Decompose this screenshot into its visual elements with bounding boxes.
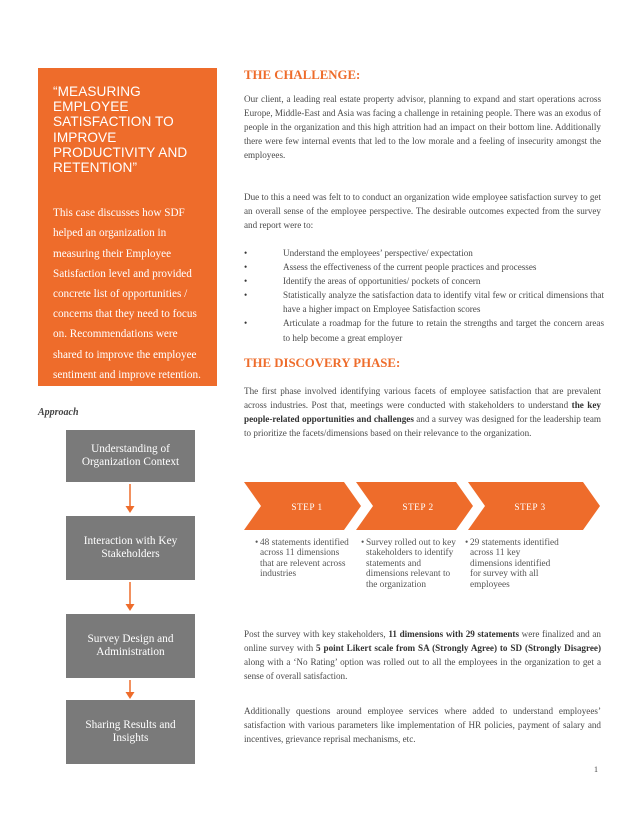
summary-panel xyxy=(38,68,217,386)
down-arrow-icon xyxy=(125,484,135,514)
flow-step-interaction: Interaction with Key Stakeholders xyxy=(66,516,195,580)
services-paragraph: Additionally questions around employee services where added to understand employees’ satisfaction with various parameters like implementation of HR policies, payment of salary and incentives, grievance reprisal mechanisms, etc. xyxy=(244,706,601,745)
page-number: 1 xyxy=(594,765,598,774)
flow-step-sharing-results: Sharing Results and Insights xyxy=(66,700,195,764)
down-arrow-icon xyxy=(125,680,135,700)
step-2-label: STEP 2 xyxy=(402,503,434,513)
list-item: • Articulate a roadmap for the future to retain the strengths and target the concern areas to help become a great employer xyxy=(244,318,604,343)
flow-step-understanding: Understanding of Organization Context xyxy=(66,430,195,482)
outcomes-list xyxy=(244,246,604,345)
step-3-description: • 29 statements identified across 11 key dimensions identified for survey with all employees xyxy=(465,538,559,590)
list-item: • Understand the employees’ perspective/ expectation xyxy=(244,246,604,260)
steps-diagram xyxy=(244,482,604,532)
down-arrow-icon xyxy=(125,582,135,612)
step-1-label: STEP 1 xyxy=(291,503,323,513)
discovery-heading: THE DISCOVERY PHASE: xyxy=(244,356,401,370)
step-2-description: • Survey rolled out to key stakeholders to identify statements and dimensions relevant to the organization xyxy=(361,538,456,590)
bullet-icon: • xyxy=(244,262,248,273)
bullet-icon: • xyxy=(244,290,248,301)
bullet-icon: • xyxy=(244,248,248,258)
challenge-heading: THE CHALLENGE: xyxy=(244,68,361,82)
discovery-paragraph: The first phase involved identifying various facets of employee satisfaction that are prevalent across industries. Post that, meetings were conducted with stakeholders to understand the key people-related opportunities and challenges and a survey was designed for the leadership team to prioritize the facets/dimensions based on their relevance to the organization. xyxy=(244,386,601,439)
step-1-description: • 48 statements identified across 11 dimensions that are relevent across industries xyxy=(255,538,349,580)
approach-label: Approach xyxy=(38,407,79,418)
case-description: This case discusses how SDF helped an organization in measuring their Employee Satisfaction level and provided concrete list of opportunities / concerns that they need to focus on. Recommendations were shared to improve the employee sentiment and improve retention. xyxy=(53,207,201,381)
case-title: “MEASURING EMPLOYEE SATISFACTION TO IMPROVE PRODUCTIVITY AND RETENTION” xyxy=(53,84,188,176)
survey-paragraph: Post the survey with key stakeholders, 11 dimensions with 29 statements were finalized and an online survey with 5 point Likert scale from SA (Strongly Agree) to SD (Strongly Disagree) along with a ‘No Rating’ option was rolled out to all the employees in the organization to get a sense of overall satisfaction. xyxy=(244,629,601,682)
flow-step-survey-design: Survey Design and Administration xyxy=(66,614,195,678)
list-item: • Statistically analyze the satisfaction data to identify vital few or critical dimensions that have a higher impact on Employee Satisfaction scores xyxy=(244,290,604,315)
bullet-icon: • xyxy=(244,276,248,287)
challenge-paragraph: Due to this a need was felt to to conduct an organization wide employee satisfaction survey to get an overall sense of the employee perspective. The desirable outcomes expected from the survey and report were to: xyxy=(244,192,601,231)
challenge-paragraph: Our client, a leading real estate property advisor, planning to expand and start operations across Europe, Middle-East and Asia was facing a challenge in retaining people. There was an exodus of people in the organization and this high attrition had an impact on their bottom line. Additionally there were few internal events that led to the low morale and a feeling of insecurity amongst the employees. xyxy=(244,94,601,161)
list-item: • Identify the areas of opportunities/ pockets of concern xyxy=(244,274,604,288)
step-3-label: STEP 3 xyxy=(514,503,546,513)
bullet-icon: • xyxy=(244,318,248,329)
list-item: • Assess the effectiveness of the current people practices and processes xyxy=(244,260,604,274)
